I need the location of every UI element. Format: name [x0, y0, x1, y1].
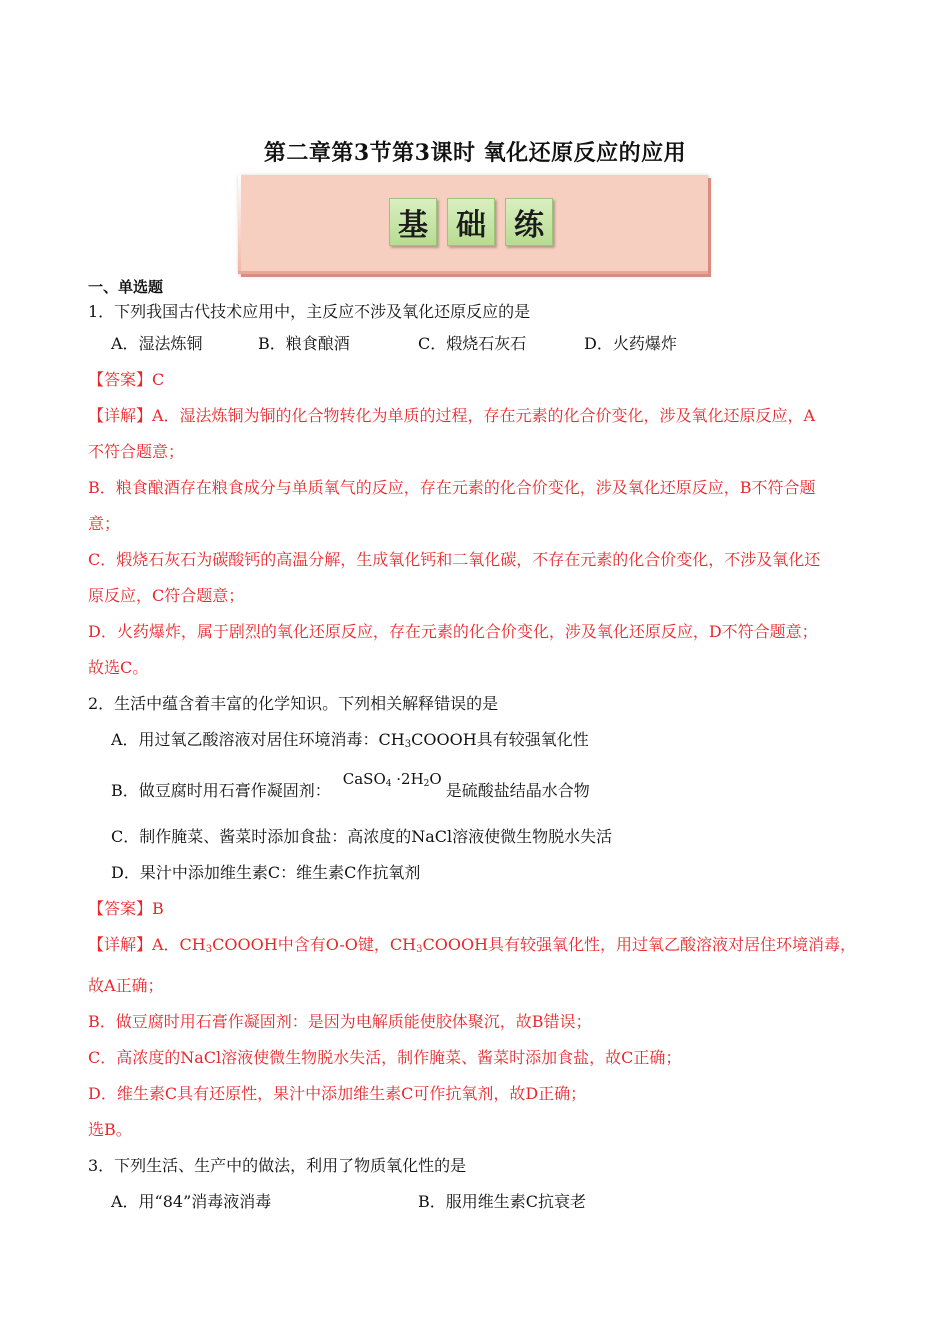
q1-detail-2: 不符合题意；: [88, 442, 185, 461]
question-2-stem: 2．生活中蕴含着丰富的化学知识。下列相关解释错误的是: [88, 694, 499, 713]
q2-detail-2: 故A正确；: [88, 976, 164, 995]
q1-option-d: D．火药爆炸: [584, 334, 677, 353]
q2-option-b: [88, 763, 863, 819]
q1-detail-5: C．煅烧石灰石为碳酸钙的高温分解，生成氧化钙和二氧化碳，不存在元素的化合价变化，不涉及氧化还: [88, 550, 821, 569]
question-1-stem: 1．下列我国古代技术应用中，主反应不涉及氧化还原反应的是: [88, 302, 531, 321]
q2-option-a-sub: 3: [404, 739, 412, 750]
q1-detail-3: B．粮食酿酒存在粮食成分与单质氧气的反应，存在元素的化合价变化，涉及氧化还原反应，B不符合题: [88, 478, 816, 497]
q2-detail-1: [88, 927, 863, 968]
document-body: [88, 276, 863, 1220]
q2-option-d: D．果汁中添加维生素C：维生素C作抗氧剂: [111, 863, 421, 882]
gypsum-formula: [331, 769, 446, 794]
q3-option-a: A．用“84”消毒液消毒: [111, 1192, 272, 1211]
q1-detail-8: 故选C。: [88, 658, 149, 677]
formula-part-3: O: [429, 769, 442, 788]
page-title: 第二章第3节第3课时 氧化还原反应的应用: [263, 140, 687, 166]
q2-option-a: [88, 722, 863, 763]
formula-part-2: ·2H: [391, 769, 424, 788]
banner-chip-1: 基: [389, 198, 437, 246]
q2-option-b-text-1: B．做豆腐时用石膏作凝固剂：: [111, 781, 331, 800]
banner-chip-3: 练: [505, 198, 553, 246]
q2-option-a-text-1: A．用过氧乙酸溶液对居住环境消毒：CH: [111, 730, 405, 749]
q1-option-a: A．湿法炼铜: [111, 334, 203, 353]
q2-detail-1-c: COOOH具有较强氧化性，用过氧乙酸溶液对居住环境消毒，: [422, 935, 857, 954]
q1-answer: 【答案】C: [88, 370, 165, 389]
formula-part-1: CaSO: [342, 769, 386, 788]
banner-chip-2: 础: [447, 198, 495, 246]
q2-detail-1-sub-b: 3: [416, 944, 423, 955]
section-heading: 一、单选题: [88, 278, 164, 296]
question-1-options: [88, 326, 863, 362]
formula-sub-1: 4: [385, 778, 392, 789]
banner-shine: [238, 175, 241, 271]
q1-detail-7: D．火药爆炸，属于剧烈的氧化还原反应，存在元素的化合价变化，涉及氧化还原反应，D不符合题意；: [88, 622, 818, 641]
q2-detail-1-sub-a: 3: [205, 944, 213, 955]
q1-detail-1: 【详解】A．湿法炼铜为铜的化合物转化为单质的过程，存在元素的化合价变化，涉及氧化还原反应，A: [88, 406, 816, 425]
q1-detail-6: 原反应，C符合题意；: [88, 586, 245, 605]
q2-detail-3: B．做豆腐时用石膏作凝固剂：是因为电解质能使胶体聚沉，故B错误；: [88, 1012, 592, 1031]
q1-option-c: C．煅烧石灰石: [418, 334, 527, 353]
question-3-stem: 3．下列生活、生产中的做法，利用了物质氧化性的是: [88, 1156, 467, 1175]
q2-answer: 【答案】B: [88, 899, 164, 918]
q2-option-c: C．制作腌菜、酱菜时添加食盐：高浓度的NaCl溶液使微生物脱水失活: [111, 827, 613, 846]
section-banner: [238, 175, 708, 274]
question-3-options: [88, 1184, 863, 1220]
q2-detail-1-b: COOOH中含有O-O键，CH: [212, 935, 417, 954]
q1-detail-4: 意；: [88, 514, 121, 533]
q2-option-a-text-2: COOOH具有较强氧化性: [411, 730, 589, 749]
q1-option-b: B．粮食酿酒: [258, 334, 350, 353]
q3-option-b: B．服用维生素C抗衰老: [418, 1192, 587, 1211]
q2-detail-4: C．高浓度的NaCl溶液使微生物脱水失活，制作腌菜、酱菜时添加食盐，故C正确；: [88, 1048, 682, 1067]
q2-detail-6: 选B。: [88, 1120, 132, 1139]
formula-sub-2: 2: [423, 778, 430, 789]
q2-option-b-text-2: 是硫酸盐结晶水合物: [445, 781, 590, 800]
banner-chips: [389, 198, 553, 246]
q2-detail-1-a: 【详解】A．CH: [88, 935, 206, 954]
q2-detail-5: D．维生素C具有还原性，果汁中添加维生素C可作抗氧剂，故D正确；: [88, 1084, 587, 1103]
